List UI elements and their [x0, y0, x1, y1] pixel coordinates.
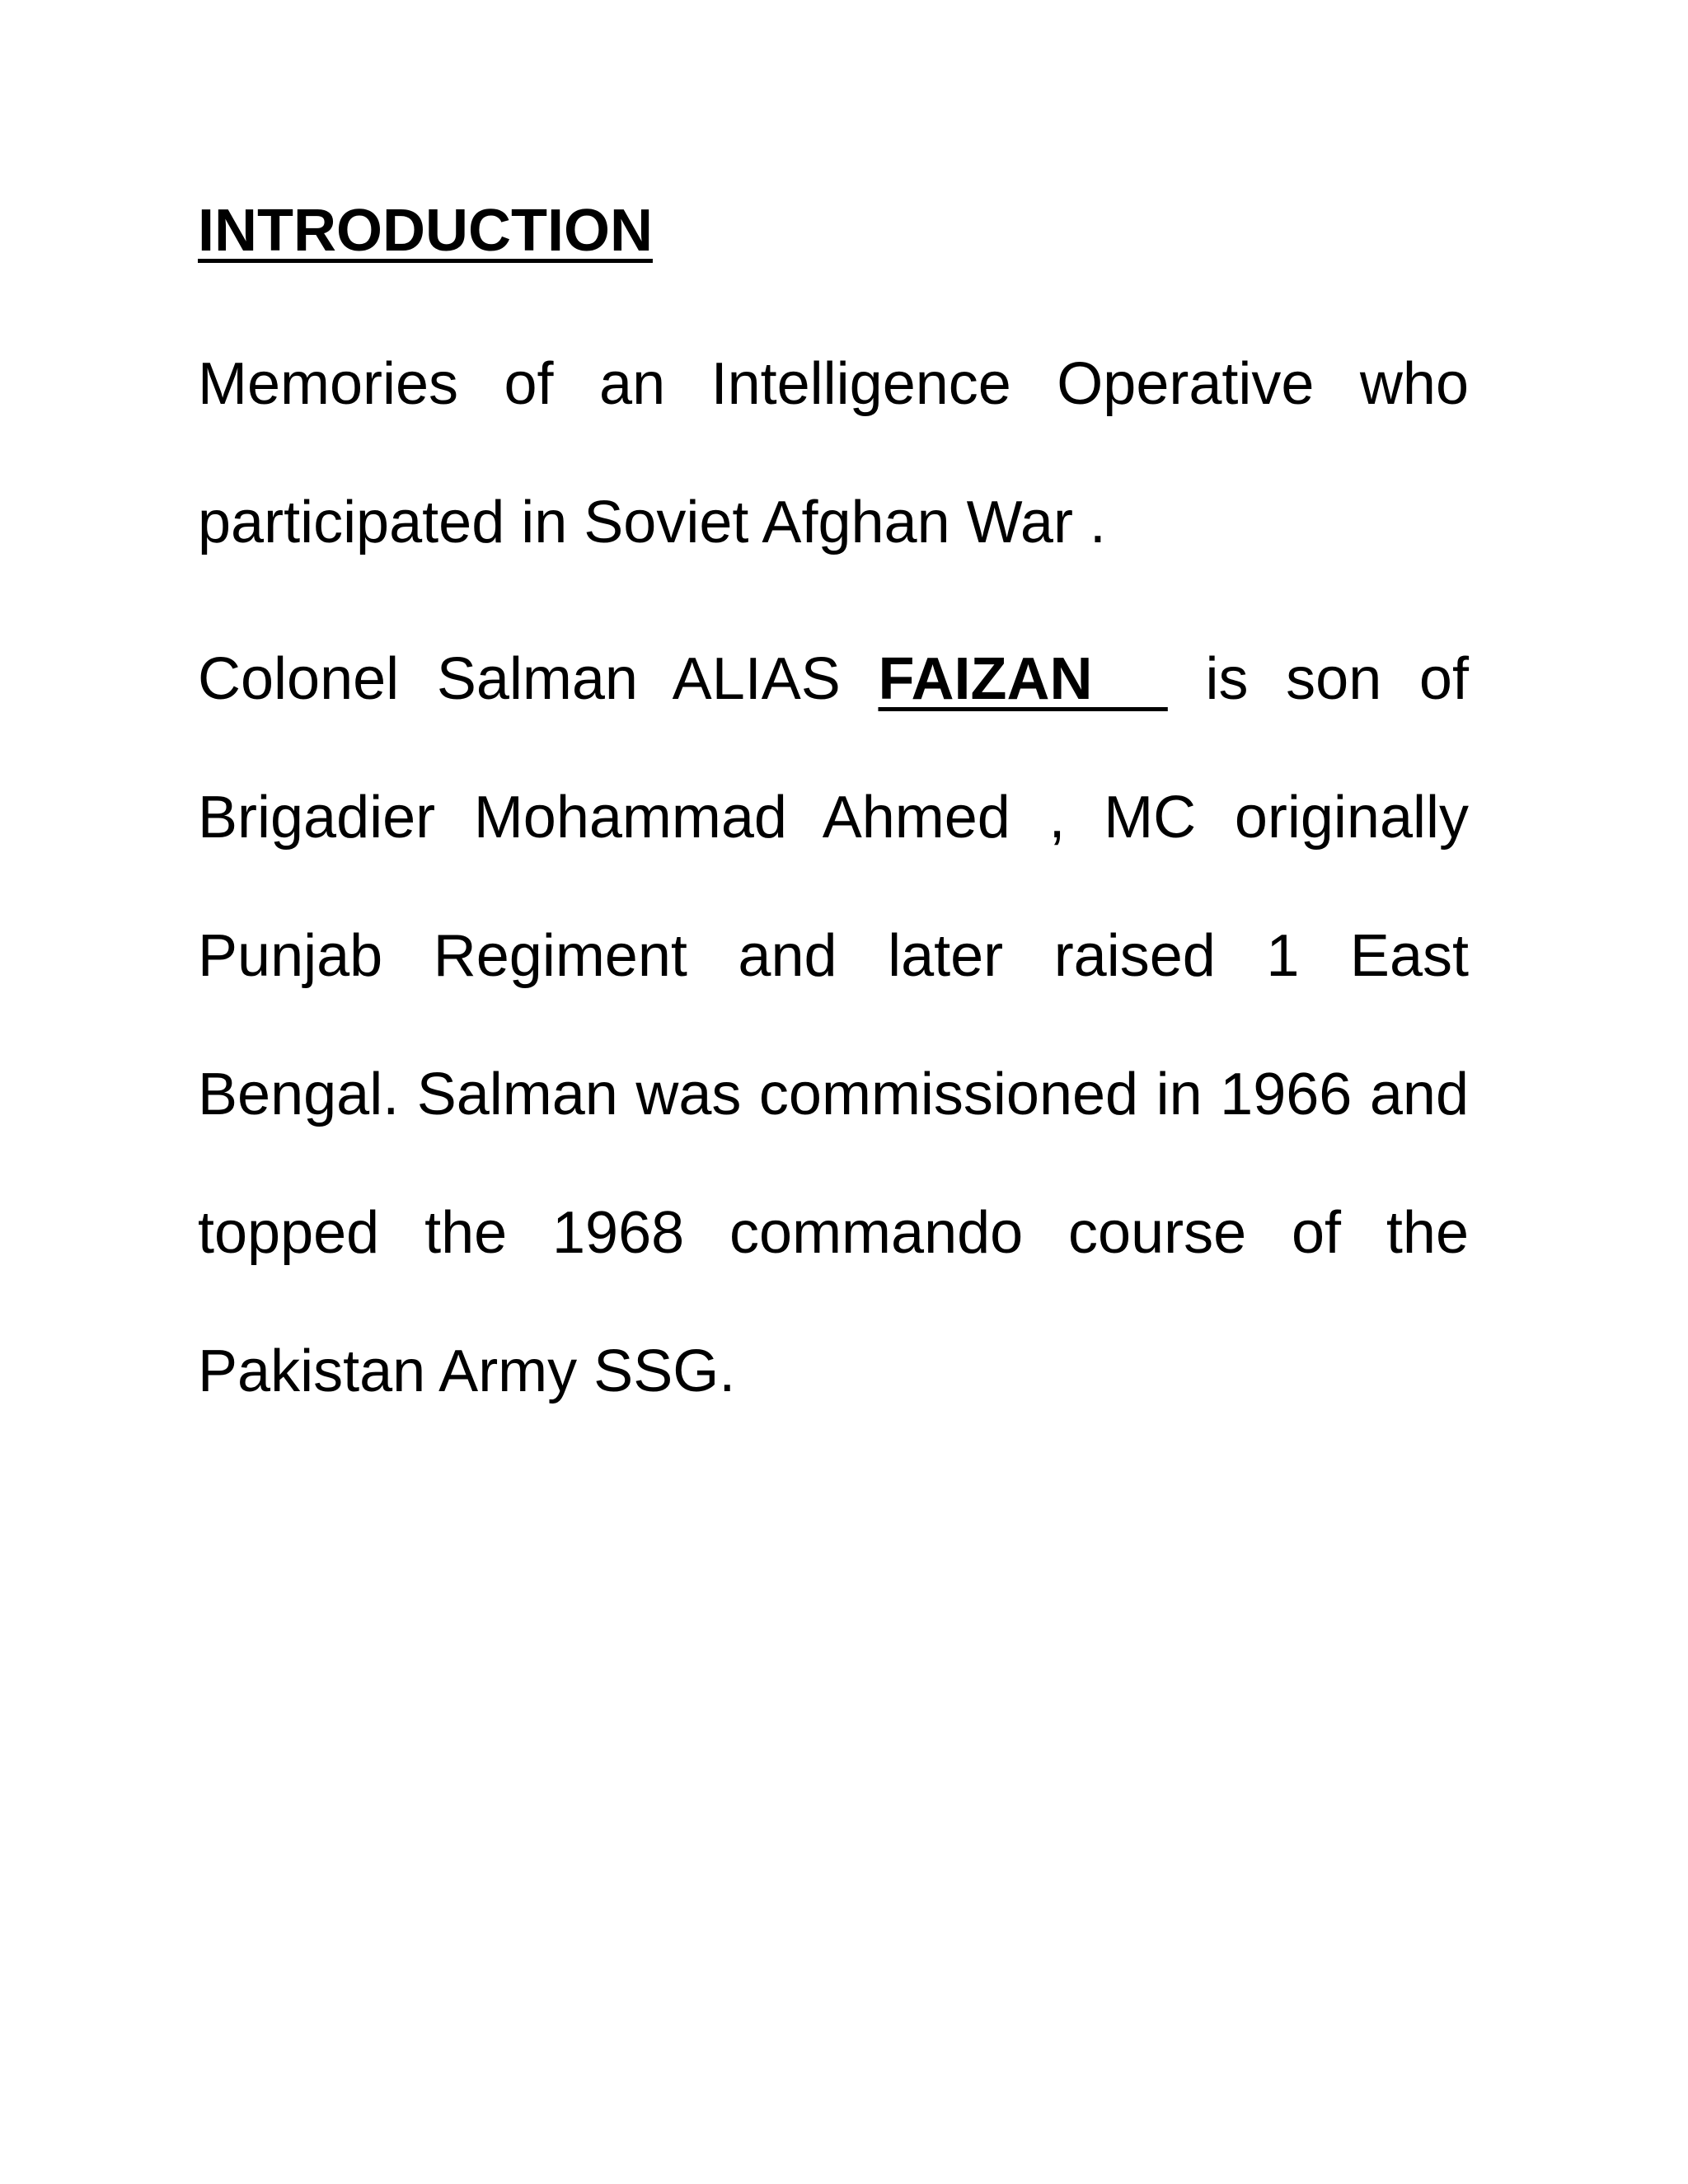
biography-text-start: Colonel Salman ALIAS [198, 646, 879, 712]
document-body [198, 190, 1469, 1441]
biography-text-rest: is son of Brigadier Mohammad Ahmed , MC originally Punjab Regiment and later raised 1 East Bengal. Salman was commissioned in 1966 and topped the 1968 commando course of the Pakistan Army SSG. [198, 646, 1469, 1404]
alias-name: FAIZAN [878, 646, 1168, 712]
biography-paragraph [198, 610, 1469, 1441]
introduction-heading: INTRODUCTION [198, 198, 653, 264]
intro-paragraph: Memories of an Intelligence Operative who participated in Soviet Afghan War . [198, 351, 1469, 555]
